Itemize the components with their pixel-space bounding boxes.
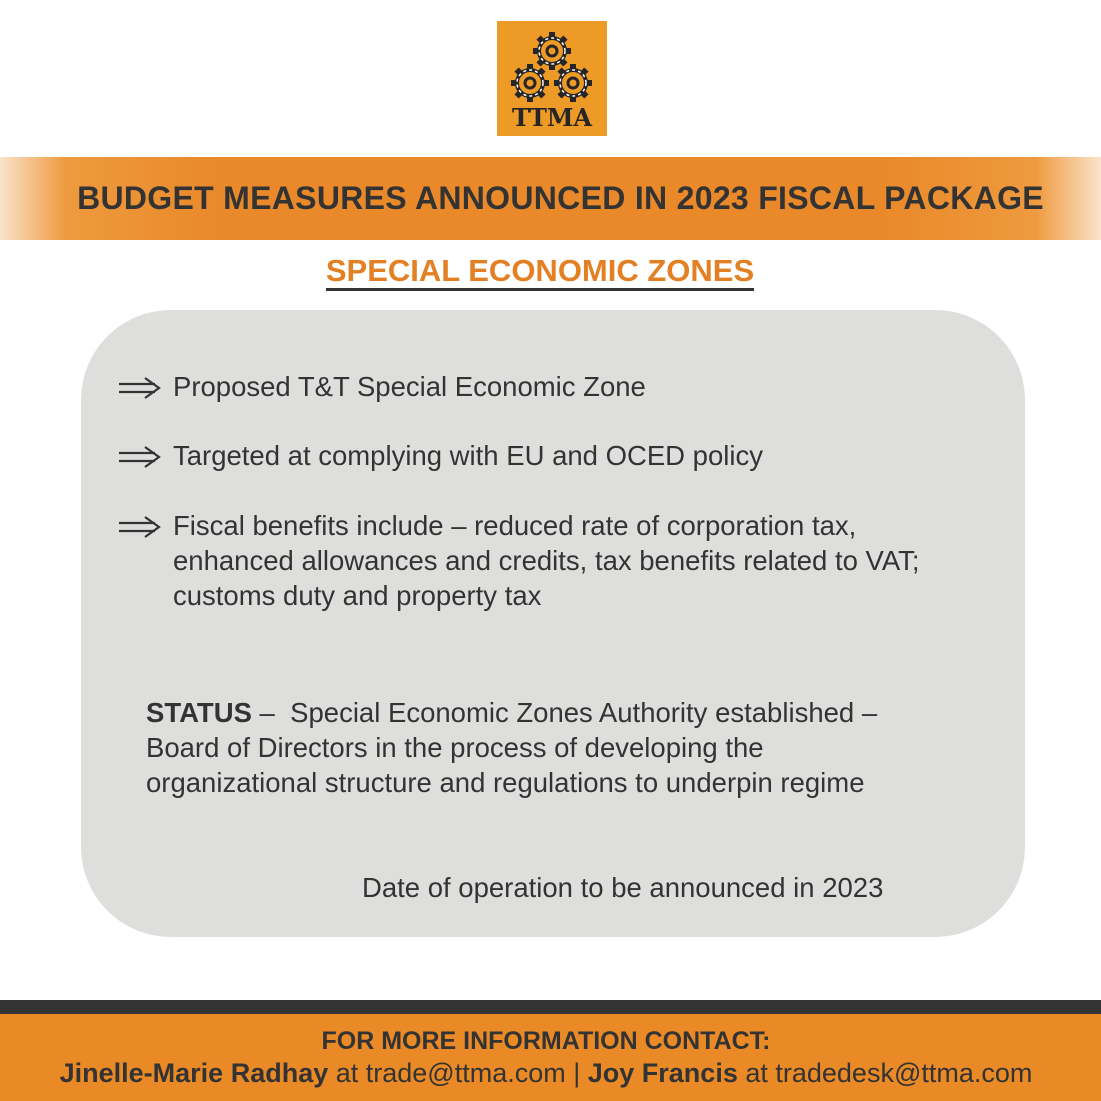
bullet-text-line: customs duty and property tax (173, 580, 542, 611)
contact-name: Joy Francis (587, 1058, 738, 1088)
status-line: Special Economic Zones Authority established – (290, 697, 878, 728)
footer-title: FOR MORE INFORMATION CONTACT: (321, 1027, 771, 1055)
status-line: Board of Directors in the process of developing the (146, 732, 764, 763)
contact-email-text[interactable]: at trade@ttma.com (328, 1058, 574, 1088)
status-note (146, 695, 1006, 800)
page-title: BUDGET MEASURES ANNOUNCED IN 2023 FISCAL PACKAGE (77, 180, 1044, 216)
footer-contact (0, 1058, 1092, 1089)
content-panel (81, 310, 1025, 937)
footer-stripe (0, 1000, 1101, 1014)
section-title (0, 253, 1080, 289)
contact-email-text[interactable]: at tradedesk@ttma.com (737, 1058, 1033, 1088)
double-arrow-icon (117, 376, 161, 400)
ttma-logo (497, 21, 607, 136)
contact-separator: | (573, 1058, 581, 1088)
bullet-text-line: Fiscal benefits include – reduced rate of corporation tax, (173, 510, 857, 541)
status-label: STATUS (146, 697, 252, 728)
logo-text: TTMA (511, 103, 593, 132)
double-arrow-icon (117, 445, 161, 469)
status-dash: – (251, 697, 291, 728)
section-title-text: SPECIAL ECONOMIC ZONES (326, 253, 754, 291)
bullet-text: Targeted at complying with EU and OCED policy (173, 440, 763, 471)
contact-name: Jinelle-Marie Radhay (59, 1058, 329, 1088)
bullet-text-line: enhanced allowances and credits, tax benefits related to VAT; (173, 545, 920, 576)
status-line: organizational structure and regulations to underpin regime (146, 767, 865, 798)
bullet-text (173, 508, 1023, 613)
bullet-text: Proposed T&T Special Economic Zone (173, 371, 646, 402)
double-arrow-icon (117, 515, 161, 539)
date-note: Date of operation to be announced in 2023 (362, 872, 884, 903)
